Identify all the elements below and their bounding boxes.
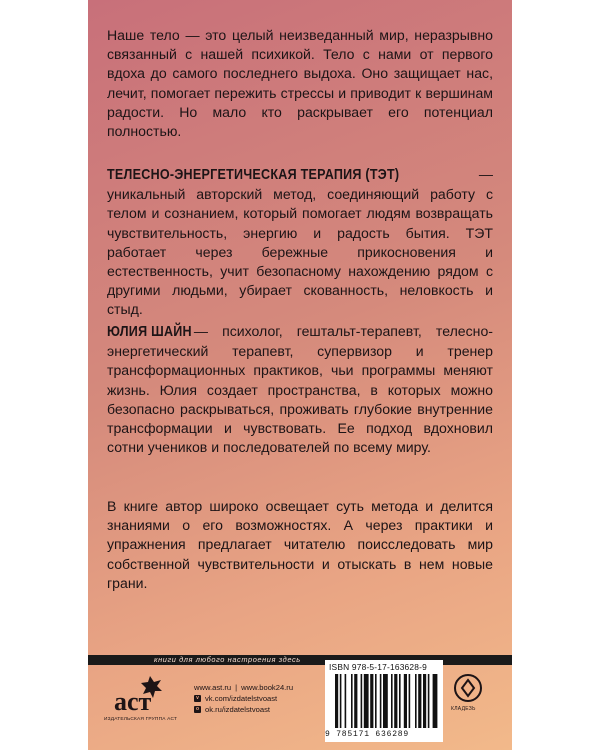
intro-paragraph: Наше тело — это целый неизведанный мир, неразрывно связанный с нашей психикой. Тело с нами от первого вдоха до самого последнего выдоха. Оно защищает нас, лечит, помогает пережить стрессы и приводит к вершинам радости. Но мало кто раскрывает его потенциал полностью. (107, 27, 493, 140)
vk-row (194, 693, 293, 704)
book-summary-paragraph: В книге автор широко освещает суть метода и делится знаниями о его возможностях. А через практики и упражнения предлагает читателю поисследовать мир собственной чувствительности и отыскать в нем новые грани. (107, 498, 493, 591)
barcode-bar (409, 674, 411, 728)
publisher-caption: ИЗДАТЕЛЬСКАЯ ГРУППА АСТ (104, 717, 178, 722)
method-description: — уникальный авторский метод, соединяющий работу с телом и сознанием, который помогает людям возвращать чувствительность, энергию и радость бытия. ТЭТ работает через бережные прикосновения и естественность, учит безопасному нахождению рядом с другими людьми, убирает скованность, неловкость и стыд. (107, 166, 493, 318)
barcode-bar (380, 674, 382, 728)
barcode-bar (351, 674, 353, 728)
barcode-bar (375, 674, 377, 728)
website-book24-link[interactable]: www.book24.ru (241, 683, 294, 692)
tagline-text: книги для любого настроения здесь (154, 655, 301, 664)
barcode-box (325, 660, 443, 742)
author-paragraph (107, 322, 493, 457)
barcode-bar (423, 674, 426, 728)
website-ast-link[interactable]: www.ast.ru (194, 683, 232, 692)
isbn-label: ISBN 978-5-17-163628-9 (329, 662, 427, 672)
barcode-bar (383, 674, 388, 728)
barcode-bar (354, 674, 357, 728)
ok-icon: o (195, 706, 200, 712)
author-bio: — психолог, гештальт-терапевт, телесно-энергетический терапевт, супервизор и тренер трансформационных практиков, чьи программы меняют жизнь. Юлия создает пространства, в которых можно безопасно раскрываться, проживать глубокие внутренние трансформации и чувствовать. Ее подход вдохновил сотни учеников и последователей по всему миру. (107, 323, 493, 456)
barcode-bar (335, 674, 338, 728)
publisher-links (194, 682, 293, 715)
websites-row (194, 682, 293, 693)
barcode-bar (394, 674, 397, 728)
barcode-bar (433, 674, 438, 728)
barcode-bar (418, 674, 421, 728)
ok-link[interactable]: ok.ru/izdatelstvoast (205, 705, 270, 714)
svg-text:аст: аст (114, 687, 152, 716)
vk-icon: v (194, 695, 201, 702)
barcode-bar (340, 674, 342, 728)
barcode-bar (364, 674, 369, 728)
author-name: ЮЛИЯ ШАЙН (107, 324, 192, 340)
barcode-bar (415, 674, 417, 728)
separator: | (235, 683, 238, 692)
ok-row (194, 704, 293, 715)
kladez-logo-icon (453, 673, 483, 703)
barcode-bar (370, 674, 373, 728)
barcode-bar (404, 674, 407, 728)
barcode-bar (428, 674, 430, 728)
book-back-cover (88, 0, 512, 750)
barcode-bar (345, 674, 347, 728)
method-title: ТЕЛЕСНО-ЭНЕРГЕТИЧЕСКАЯ ТЕРАПИЯ (ТЭТ) (107, 167, 400, 183)
barcode-digits: 9 785171 636289 (325, 730, 410, 739)
barcode-bar (361, 674, 363, 728)
barcode-bar (391, 674, 393, 728)
barcode-bar (399, 674, 401, 728)
method-paragraph (107, 165, 493, 320)
imprint-caption: КЛАДЕЗЬ (451, 706, 476, 712)
ast-logo-icon (110, 672, 166, 716)
vk-link[interactable]: vk.com/izdatelstvoast (205, 694, 278, 703)
